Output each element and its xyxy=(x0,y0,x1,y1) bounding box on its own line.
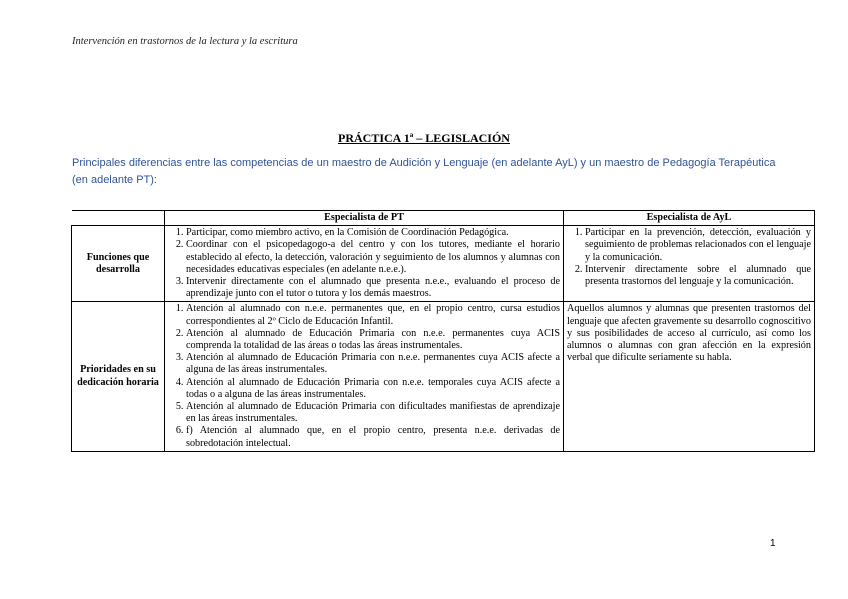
list-item: 1. Participar en la prevención, detección, evaluación y seguimiento de problemas relacionados con el lenguaje y la comunicación. xyxy=(585,227,811,264)
running-header: Intervención en trastornos de la lectura y la escritura xyxy=(72,36,298,47)
list-pt-priorities xyxy=(168,303,560,449)
list-item: 3. Atención al alumnado de Educación Primaria con n.e.e. permanentes cuya ACIS afecte a alguna de las áreas instrumentales. xyxy=(186,352,560,376)
list-ayl-functions xyxy=(567,227,811,288)
row-label-functions: Funciones que desarrolla xyxy=(72,226,165,302)
cell-pt-priorities xyxy=(165,302,564,451)
comparison-table xyxy=(71,210,815,452)
page-title: PRÁCTICA 1ª – LEGISLACIÓN xyxy=(338,131,510,145)
list-item: 5. Atención al alumnado de Educación Primaria con dificultades manifiestas de aprendizaje en las áreas instrumentales. xyxy=(186,401,560,425)
list-item: 4. Atención al alumnado de Educación Primaria con n.e.e. temporales cuya ACIS afecte a todas o a alguna de las áreas instrumentales. xyxy=(186,377,560,401)
table-row xyxy=(72,302,815,451)
list-item: 3. Intervenir directamente con el alumnado que presenta n.e.e., evaluando el proceso de aprendizaje junto con el tutor o tutora y los demás maestros. xyxy=(186,276,560,300)
list-item: 2. Intervenir directamente sobre el alumnado que presenta trastornos del lenguaje y la comunicación. xyxy=(585,264,811,288)
list-item: 6. f) Atención al alumnado que, en el propio centro, presenta n.e.e. derivadas de sobredotación intelectual. xyxy=(186,425,560,449)
cell-pt-functions xyxy=(165,226,564,302)
column-header-ayl: Especialista de AyL xyxy=(564,211,815,226)
cell-ayl-functions xyxy=(564,226,815,302)
table-row xyxy=(72,226,815,302)
list-item: 1. Atención al alumnado con n.e.e. permanentes que, en el propio centro, cursa estudios correspondientes al 2º Ciclo de Educación Infantil. xyxy=(186,303,560,327)
empty-corner-cell xyxy=(72,211,165,226)
page-number: 1 xyxy=(770,538,776,549)
row-label-priorities: Prioridades en su dedicación horaria xyxy=(72,302,165,451)
intro-paragraph: Principales diferencias entre las competencias de un maestro de Audición y Lenguaje (en adelante AyL) y un maestro de Pedagogía Terapéutica (en adelante PT): xyxy=(72,157,776,186)
list-item: 2. Coordinar con el psicopedagogo-a del centro y con los tutores, mediante el horario establecido al efecto, la detección, valoración y seguimiento de los alumnos y alumnas con necesidades educativas especiales (en adelante n.e.e.). xyxy=(186,239,560,276)
list-item: 1. Participar, como miembro activo, en la Comisión de Coordinación Pedagógica. xyxy=(186,227,560,239)
column-header-pt: Especialista de PT xyxy=(165,211,564,226)
table-header-row xyxy=(72,211,815,226)
cell-ayl-priorities: Aquellos alumnos y alumnas que presenten trastornos del lenguaje que afecten gravemente su desarrollo cognoscitivo y sus posibilidades de acceso al currículo, así como los alumnos o alumnas con gran afección en la expresión verbal que dificulte seriamente su habla. xyxy=(564,302,815,451)
list-pt-functions xyxy=(168,227,560,300)
list-item: 2. Atención al alumnado de Educación Primaria con n.e.e. permanentes cuya ACIS comprenda la totalidad de las áreas o todas las áreas instrumentales. xyxy=(186,328,560,352)
